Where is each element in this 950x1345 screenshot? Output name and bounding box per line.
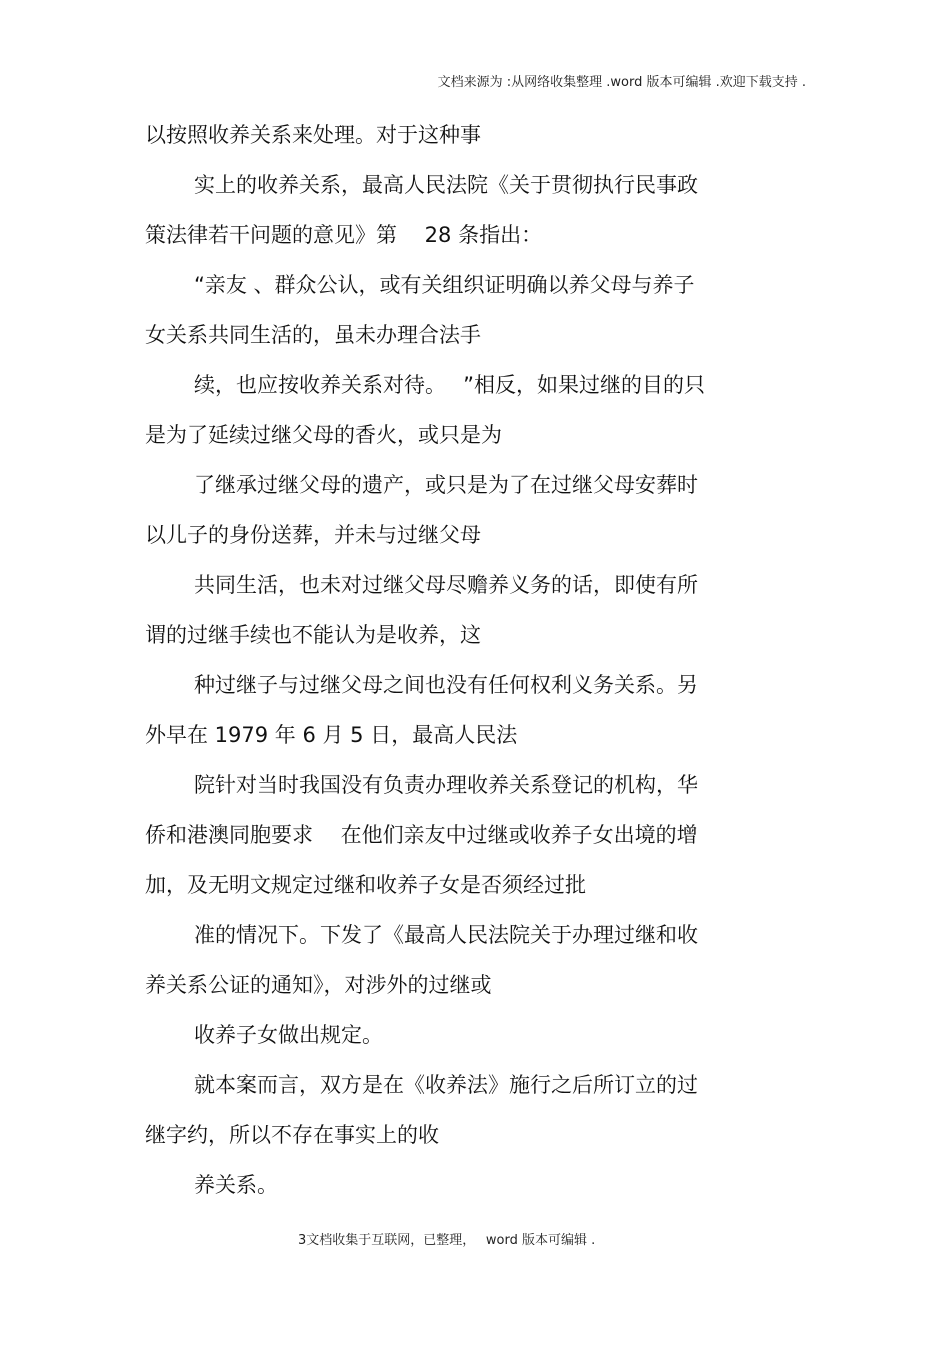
text-line: “亲友 、群众公认，或有关组织证明确以养父母与养子 <box>194 273 695 297</box>
text-line: 种过继子与过继父母之间也没有任何权利义务关系。另 <box>194 673 698 697</box>
text-line: 续，也应按收养关系对待。 ”相反，如果过继的目的只 <box>194 373 706 397</box>
text-line: 养关系。 <box>194 1173 278 1197</box>
text-line: 实上的收养关系，最高人民法院《关于贯彻执行民事政 <box>194 173 698 197</box>
text-line: 谓的过继手续也不能认为是收养，这 <box>145 623 481 647</box>
text-line: 是为了延续过继父母的香火，或只是为 <box>145 423 502 447</box>
text-line: 院针对当时我国没有负责办理收养关系登记的机构，华 <box>194 773 698 797</box>
text-line: 了继承过继父母的遗产，或只是为了在过继父母安葬时 <box>194 473 698 497</box>
text-line: 外早在 1979 年 6 月 5 日，最高人民法 <box>145 723 518 747</box>
text-line: 以按照收养关系来处理。对于这种事 <box>145 123 481 147</box>
text-line: 以儿子的身份送葬，并未与过继父母 <box>145 523 481 547</box>
text-line: 收养子女做出规定。 <box>194 1023 383 1047</box>
text-line: 女关系共同生活的，虽未办理合法手 <box>145 323 481 347</box>
text-line: 继字约，所以不存在事实上的收 <box>145 1123 439 1147</box>
text-line: 就本案而言，双方是在《收养法》施行之后所订立的过 <box>194 1073 698 1097</box>
page-footer: 3文档收集于互联网，已整理， word 版本可编辑 . <box>298 1233 596 1248</box>
text-line: 准的情况下。下发了《最高人民法院关于办理过继和收 <box>194 923 698 947</box>
text-line: 策法律若干问题的意见》第 28 条指出： <box>145 223 543 247</box>
text-line: 侨和港澳同胞要求 在他们亲友中过继或收养子女出境的增 <box>145 823 698 847</box>
text-line: 共同生活，也未对过继父母尽赡养义务的话，即使有所 <box>194 573 698 597</box>
text-line: 养关系公证的通知》，对涉外的过继或 <box>145 973 492 997</box>
page-header: 文档来源为 :从网络收集整理 .word 版本可编辑 .欢迎下载支持 . <box>437 75 806 90</box>
text-line: 加，及无明文规定过继和收养子女是否须经过批 <box>145 873 586 897</box>
